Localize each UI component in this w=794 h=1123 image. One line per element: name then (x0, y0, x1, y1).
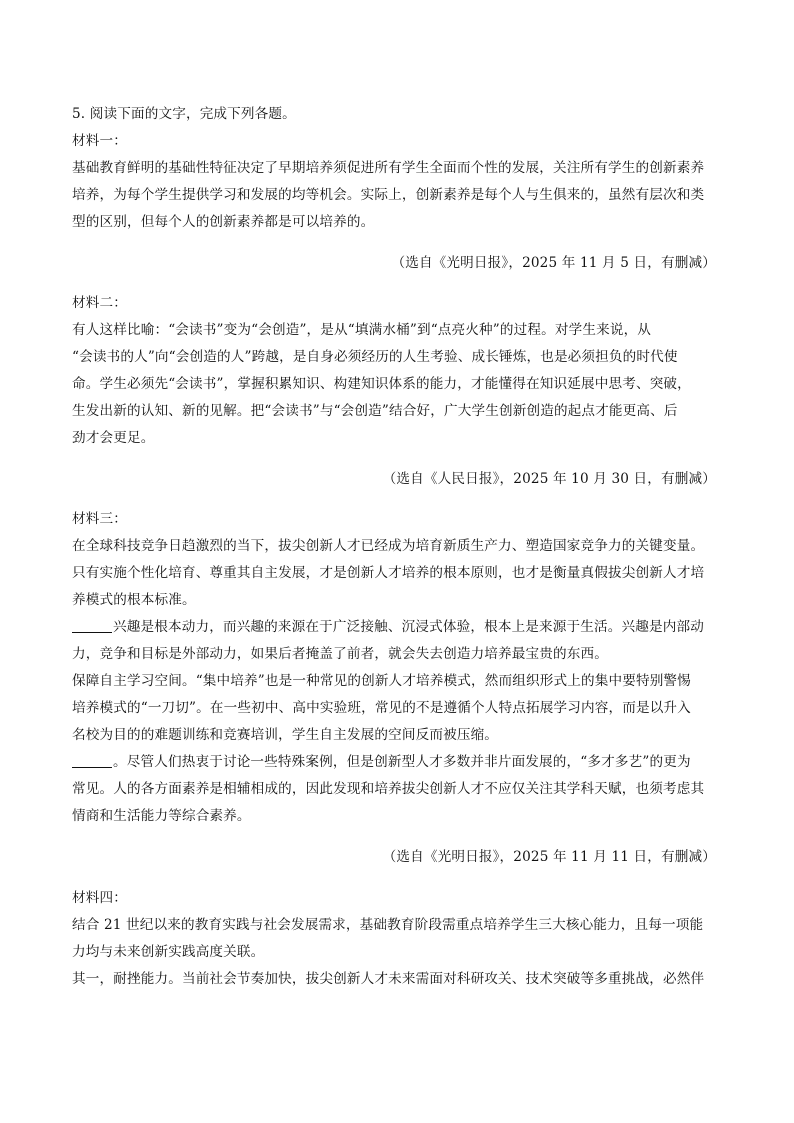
material-1-line-1: 基础教育鲜明的基础性特征决定了早期培养须促进所有学生全面而个性的发展，关注所有学生的创新素养 (72, 160, 705, 176)
material-3-line-2: 只有实施个性化培育、尊重其自主发展，才是创新人才培养的根本原则，也才是衡量真假拔尖创新人才培 (72, 565, 705, 582)
material-3-line-7: 培养模式的“一刀切”。在一些初中、高中实验班，常见的不是遵循个人特点拓展学习内容，而是以升入 (72, 700, 691, 717)
material-3-line-4-wrapper (72, 614, 722, 641)
material-3-line-5: 力，竞争和目标是外部动力，如果后者掩盖了前者，就会失去创造力培养最宝贵的东西。 (72, 646, 609, 663)
material-3-line-9: 。尽管人们热衷于讨论一些特殊案例，但是创新型人才多数并非片面发展的，“多才多艺”的更为 (113, 754, 691, 771)
material-3-line-4: 兴趣是根本动力，而兴趣的来源在于广泛接触、沉浸式体验，根本上是来源于生活。兴趣是内部动 (113, 619, 704, 636)
material-2-line-3: 命。学生必须先“会读书”，掌握积累知识、构建知识体系的能力，才能懂得在知识延展中思考、突破， (72, 376, 691, 393)
material-1-source: （选自《光明日报》，2025 年 11 月 5 日，有删减） (391, 254, 716, 271)
material-3-source: （选自《光明日报》，2025 年 11 月 11 日，有删减） (382, 848, 716, 865)
material-2-line-4: 生发出新的认知、新的见解。把“会读书”与“会创造”结合好，广大学生创新创造的起点才能更高、后 (72, 403, 678, 420)
material-1-line-2: 培养，为每个学生提供学习和发展的均等机会。实际上，创新素养是每个人与生俱来的，虽然有层次和类 (72, 187, 705, 203)
material-4-line-2: 力均与未来创新实践高度关联。 (72, 943, 265, 960)
material-1-line-3: 型的区别，但每个人的创新素养都是可以培养的。 (72, 214, 375, 230)
material-3-line-1: 在全球科技竞争日趋激烈的当下，拔尖创新人才已经成为培育新质生产力、塑造国家竞争力的关键变量。 (72, 538, 705, 555)
material-3-line-10: 常见。人的各方面素养是相辅相成的，因此发现和培养拔尖创新人才不应仅关注其学科天赋，也须考虑其 (72, 781, 705, 798)
answer-blank-1 (72, 616, 112, 633)
material-3-line-6: 保障自主学习空间。“集中培养”也是一种常见的创新人才培养模式，然而组织形式上的集中要特别警惕 (72, 673, 691, 690)
material-3-line-8: 名校为目的的难题训练和竞赛培训，学生自主发展的空间反而被压缩。 (72, 727, 499, 744)
material-2-line-5: 劲才会更足。 (72, 430, 155, 447)
material-4-line-1: 结合 21 世纪以来的教育实践与社会发展需求，基础教育阶段需重点培养学生三大核心能力，且每一项能 (72, 916, 704, 933)
document-content (72, 101, 722, 993)
answer-blank-2 (72, 751, 112, 768)
material-2-heading: 材料二： (72, 295, 127, 312)
question-title: 5. 阅读下面的文字，完成下列各题。 (72, 106, 296, 122)
material-2-line-2: “会读书的人”向“会创造的人”跨越，是自身必须经历的人生考验、成长锤炼，也是必须担负的时代使 (72, 349, 678, 366)
material-3-heading: 材料三： (72, 511, 127, 528)
material-2-source: （选自《人民日报》，2025 年 10 月 30 日，有删减） (382, 470, 716, 487)
material-4-heading: 材料四： (72, 889, 127, 906)
material-3-line-11: 情商和生活能力等综合素养。 (72, 808, 251, 825)
material-3-line-9-wrapper (72, 749, 722, 776)
material-4-line-3: 其一，耐挫能力。当前社会节奏加快，拔尖创新人才未来需面对科研攻关、技术突破等多重挑战，必然伴 (72, 970, 705, 987)
material-3-line-3: 养模式的根本标准。 (72, 592, 196, 609)
material-2-line-1: 有人这样比喻：“会读书”变为“会创造”，是从“填满水桶”到“点亮火种”的过程。对学生来说，从 (72, 322, 652, 339)
material-1-heading: 材料一： (72, 133, 127, 149)
